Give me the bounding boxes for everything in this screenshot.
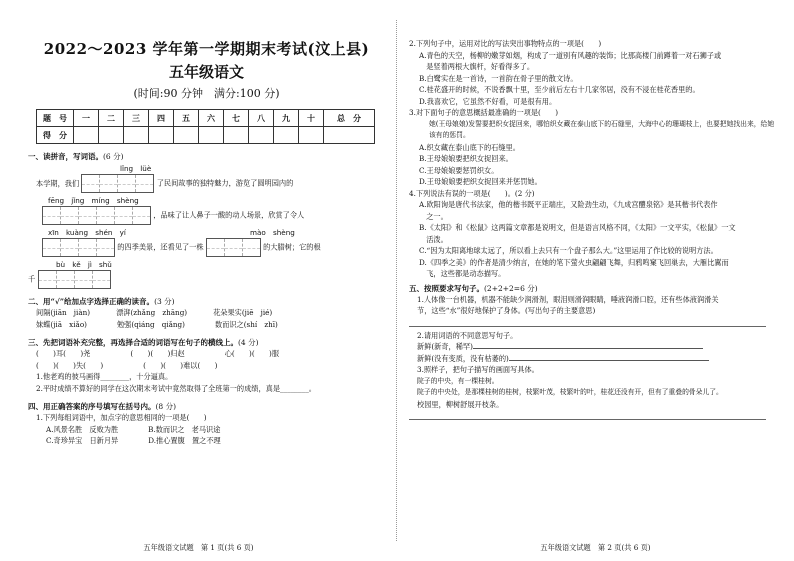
pinyin-1: lǐng lüè — [120, 164, 152, 173]
pinyin-text: xīn kuàng shén yí — [48, 228, 126, 237]
section-points: (2+2+2=6 分) — [484, 283, 538, 293]
score-cell: 总 分 — [324, 110, 375, 127]
score-input-cell[interactable] — [124, 127, 149, 144]
sentence-text: 千 — [28, 274, 36, 284]
example-sentence: 院子的中央，有一棵桂树。 — [417, 376, 499, 385]
writing-grid[interactable] — [81, 174, 154, 193]
answer-line[interactable] — [509, 360, 709, 361]
task-sentence: 校园里，柳树舒展开枝条。 — [417, 399, 504, 409]
option-line[interactable]: C.桂花盛开的时候，不说香飘十里，至少前后左右十几家邻居，没有不浸在桂花香里的。 — [419, 85, 700, 94]
score-table-score-row — [37, 127, 375, 144]
sentence-task: 节，这些“水”很好地保护了身体。(写出句子的主要意思) — [417, 306, 596, 315]
score-cell: 二 — [99, 110, 124, 127]
option-line: 之一。 — [419, 211, 448, 221]
writing-grid[interactable] — [42, 206, 151, 225]
score-input-cell[interactable] — [274, 127, 299, 144]
score-cell: 三 — [124, 110, 149, 127]
section-1-line-4 — [28, 270, 385, 289]
answer-prompt — [409, 341, 780, 353]
page-footer-right: 五年级语文试题 第 2 页(共 6 页) — [540, 543, 651, 552]
sentence-text: 的四季美景，还看见了一株 — [117, 242, 204, 252]
score-input-cell[interactable] — [74, 127, 99, 144]
score-cell: 六 — [199, 110, 224, 127]
pinyin-4: bù kě jì shǔ — [56, 260, 112, 269]
option-line[interactable]: D.《四季之美》的作者是清少纳言，在她的笔下萤火虫翩翩飞舞，归鸦鸣窠飞回巢去，大雁比翼而 — [419, 257, 729, 267]
question-text: 2.平时成绩不算好的同学在这次期末考试中竟然取得了全班第一的成绩，真是________。 — [36, 383, 316, 393]
score-cell: 九 — [274, 110, 299, 127]
section-title: 四、用正确答案的序号填写在括号内。 — [28, 402, 156, 411]
writing-grid[interactable] — [42, 238, 115, 257]
sentence-text: 了民间故事的独特魅力，游览了圆明园内的 — [156, 178, 294, 188]
pronunciation-item[interactable]: 漂湃(zhǎng zhāng) — [116, 308, 188, 317]
score-input-cell[interactable] — [249, 127, 274, 144]
score-cell: 五 — [174, 110, 199, 127]
score-input-cell[interactable] — [99, 127, 124, 144]
section-1-line-3 — [28, 238, 385, 257]
sentence-task: 3.照样子，把句子描写的画面写具体。 — [417, 365, 539, 374]
option-line[interactable]: C.“因为太阳离地球太远了，所以看上去只有一个盘子那么大。”这里运用了作比较的说明方法。 — [419, 246, 718, 255]
exam-time-info: (时间:90 分钟 满分:100 分) — [133, 87, 280, 100]
answer-line[interactable] — [409, 410, 766, 420]
question-3: 3.对下面句子的意思概括最准确的一项是( ) — [409, 108, 559, 117]
exam-subject: 五年级语文 — [168, 63, 244, 81]
idiom-fill[interactable]: 心( )( )服 — [224, 349, 280, 358]
pronunciation-item[interactable]: 数而识之(shí zhī) — [214, 319, 278, 329]
option-line[interactable]: A.青色的天空，杨柳的嫩芽如烟，构成了一道别有风趣的装饰；比那高楼门前蹲着一对石狮子或 — [419, 50, 722, 60]
section-title: 五、按照要求写句子。 — [409, 283, 484, 293]
answer-line[interactable] — [409, 317, 766, 327]
option-a[interactable]: A.风景名胜 反败为胜 — [46, 424, 119, 434]
sentence-task: 1.人体像一台机器，机器不能缺少润滑剂，眼泪则滑润眼睛，唾液润滑口腔，还有些体液润滑关 — [417, 294, 719, 304]
section-1-heading — [28, 151, 385, 162]
pinyin-text: mào shèng — [250, 228, 295, 237]
section-4-heading — [28, 401, 385, 412]
section-1-line-1 — [28, 174, 385, 193]
idiom-row — [28, 360, 385, 372]
answer-line[interactable] — [473, 348, 703, 349]
option-line: 飞，这些都是动态描写。 — [419, 269, 506, 278]
idiom-fill[interactable]: ( )( )难以( ) — [143, 360, 218, 370]
section-title: 三、先把词语补充完整，再选择合适的词语写在句子的横线上。 — [28, 338, 238, 347]
score-input-cell[interactable] — [149, 127, 174, 144]
option-line[interactable]: A.织女藏在泰山底下的石缝里。 — [419, 142, 520, 152]
answer-prompt — [409, 353, 780, 365]
option-line[interactable]: A.欧阳询是唐代书法家，他的楷书既平正端庄，又险劲生动，《九成宫醴泉铭》是其楷书代表作 — [419, 200, 718, 209]
section-5-heading — [409, 283, 780, 294]
score-cell: 七 — [224, 110, 249, 127]
section-1-line-2 — [28, 206, 385, 225]
option-line[interactable]: B.《太阳》和《松鼠》这两篇文章都是说明文，但是语言风格不同，《太阳》一文平实，《松鼠》一文 — [419, 223, 736, 232]
option-line[interactable]: B.白鹭实在是一首诗，一首韵在骨子里的散文诗。 — [419, 73, 578, 83]
option-line: 是竖着两根大旗杆，好看得多了。 — [419, 62, 535, 71]
sentence-text: ，品味了让人鼻子一酸的动人场景，欣赏了令人 — [153, 210, 305, 220]
question-text: 1.他老鸡的彼马画得________，十分逼真。 — [36, 372, 173, 381]
option-line[interactable]: D.王母娘娘要把织女捉回来并惩罚她。 — [419, 177, 542, 186]
section-points: (3 分) — [154, 297, 175, 306]
pronunciation-item[interactable]: 妹蝶(jiā xiǎo) — [36, 319, 87, 329]
option-line[interactable]: D.我喜欢它，它虽然不好看，可是很有用。 — [419, 96, 557, 106]
question-text: 1.下列每组词语中，加点字的意思相同的一项是( ) — [36, 413, 207, 422]
option-line: 活泼。 — [419, 234, 448, 244]
pronunciation-item[interactable]: 间隔(jiān jiàn) — [36, 308, 91, 317]
section-title: 一、读拼音，写词语。 — [28, 152, 103, 161]
page-footer-left: 五年级语文试题 第 1 页(共 6 页) — [143, 543, 254, 552]
section-points: (6 分) — [103, 152, 124, 161]
section-2-row — [28, 307, 385, 319]
option-d[interactable]: D.推心置腹 置之不理 — [148, 436, 221, 445]
option-row — [28, 435, 385, 447]
score-table-header-row — [37, 110, 375, 127]
idiom-fill[interactable]: ( )耳( )尧 — [36, 349, 91, 358]
prompt-label: 新鲜(新奇，稀罕) — [417, 342, 473, 351]
question-3-quote: 她(王母娘娘)发誓要把织女捉回来，哪怕织女藏在泰山底下的石缝里，大海中心的珊瑚枝上，也要把她找出来，给她该有的惩罚。 — [429, 119, 775, 139]
score-input-cell[interactable] — [324, 127, 375, 144]
pinyin-3 — [28, 228, 385, 238]
sentence-text: 本学期，我们 — [36, 178, 80, 188]
section-points: (4 分) — [238, 338, 259, 347]
score-cell: 一 — [74, 110, 99, 127]
pronunciation-item[interactable]: 花朵果实(jiē jié) — [213, 308, 273, 317]
score-cell: 四 — [149, 110, 174, 127]
option-line[interactable]: B.王母娘娘要把织女捉回来。 — [419, 154, 513, 163]
score-cell: 题 号 — [37, 110, 74, 127]
option-row — [28, 424, 385, 436]
exam-title: 2022～2023 学年第一学期期末考试(汶上县) — [43, 40, 370, 58]
section-points: (8 分) — [155, 402, 177, 411]
sentence-text: 的大腊树；它的根 — [263, 242, 321, 252]
option-b[interactable]: B.数而识之 老马识途 — [148, 424, 221, 434]
score-table — [36, 109, 375, 144]
section-3-heading — [28, 337, 385, 348]
pronunciation-item[interactable]: 勉强(qiáng qiǎng) — [116, 319, 185, 329]
score-input-cell[interactable] — [299, 127, 324, 144]
option-c[interactable]: C.奇珍异宝 日新月异 — [46, 436, 119, 445]
section-title: 二、用“√”给加点字选择正确的读音。 — [28, 297, 155, 306]
writing-grid[interactable] — [206, 238, 261, 257]
idiom-fill[interactable]: ( )( )归赵 — [130, 349, 185, 358]
question-4: 4.下列说法有误的一项是( )。(2 分) — [409, 188, 535, 198]
writing-grid[interactable] — [38, 270, 111, 289]
section-2-heading — [28, 296, 385, 307]
example-sentence: 院子的中央处，是那棵桂树的桂树，枝繁叶茂，枝繁叶的叶，桂花还没有开，但有了重叠的骨朵儿了。 — [417, 388, 723, 396]
option-line[interactable]: C.王母娘娘要惩罚织女。 — [419, 165, 499, 175]
score-input-cell[interactable] — [224, 127, 249, 144]
score-input-cell[interactable] — [199, 127, 224, 144]
score-cell: 十 — [299, 110, 324, 127]
idiom-row — [28, 348, 385, 360]
right-page — [397, 0, 794, 561]
section-2-row — [28, 319, 385, 331]
pinyin-2: fēng jǐng míng shèng — [48, 196, 139, 205]
score-row-label: 得 分 — [37, 127, 74, 144]
score-input-cell[interactable] — [174, 127, 199, 144]
sentence-task: 2.请用词语的不同意思写句子。 — [417, 330, 518, 340]
score-cell: 八 — [249, 110, 274, 127]
question-2: 2.下列句子中，运用对比的写法突出事物特点的一项是( ) — [409, 39, 602, 48]
idiom-fill[interactable]: ( )( )失( ) — [36, 360, 104, 370]
prompt-label: 新鲜(没有变质，没有枯萎的) — [417, 353, 509, 363]
